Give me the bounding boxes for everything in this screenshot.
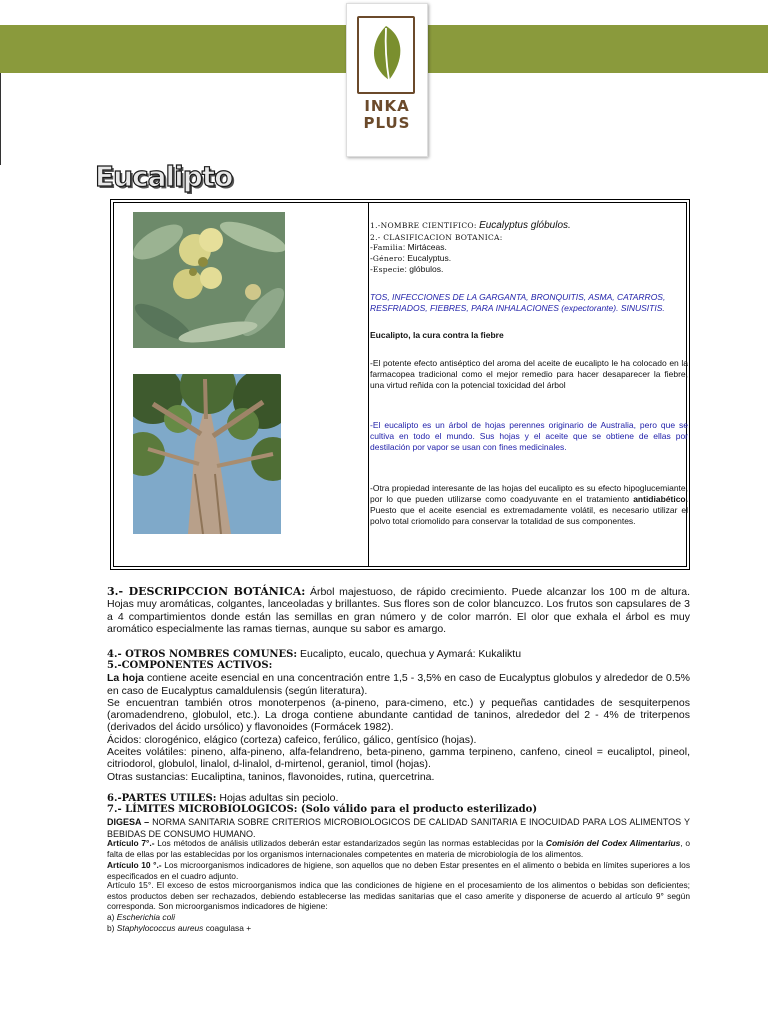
- species-label: Especie: [372, 265, 405, 274]
- section-5-label: 5.-COMPONENTES ACTIVOS:: [107, 660, 273, 671]
- uses-text: TOS, INFECCIONES DE LA GARGANTA, BRONQUITIS, ASMA, CATARROS, RESFRIADOS, FIEBRES, PARA INHALACIONES (expectorante). SINUSITIS.: [370, 292, 666, 313]
- article-7-text-b: , o falta de ellas por las establecidas por los organismos internacionales competentes en materia de microbiología de los alimentos.: [107, 838, 691, 859]
- logo-text-inka: INKA: [364, 97, 410, 115]
- logo-text-plus: PLUS: [363, 114, 411, 132]
- article-7-codex: Comisión del Codex Alimentarius: [545, 838, 681, 848]
- section-6-text: Hojas adultas sin peciolo.: [219, 792, 339, 804]
- scientific-name-value: Eucalyptus glóbulos.: [479, 220, 571, 231]
- section-5-paragraph-3: Ácidos: clorogénico, elágico (corteza) cafeico, ferúlico, gálico, gentísico (hojas).: [107, 733, 477, 746]
- section-5-paragraph-4: Aceites volátiles: pineno, alfa-pineno, alfa-felandreno, beta-pineno, gamma terpineno, canfeno, cineol = eucaliptol, pineol, citriodorol, globulol, linalol, d-linalol, d-mirtenol, geraniol, timol (hojas).: [107, 746, 690, 771]
- classification-heading: 2.- CLASIFICACION BOTANICA:: [370, 233, 503, 242]
- card-heading: Eucalipto, la cura contra la fiebre: [370, 330, 504, 340]
- family-label: Familia: [372, 243, 403, 252]
- card-paragraph-1: -El potente efecto antiséptico del aroma del aceite de eucalipto le ha colocado en la farmacopea tradicional como el mejor remedio para hacer desaparecer la fiebre, una virtud reñida con la potencial toxicidad del árbol: [370, 358, 688, 390]
- section-3-text: Árbol majestuoso, de rápido crecimiento. Puede alcanzar los 100 m de altura. Hojas muy aromáticas, colgantes, lanceoladas y brillantes. Sus flores son de color blancuzco. Los frutos son capsulares de 3 a 4 compartimientos donde están las semillas en gran número y de color marrón. El olor que exhala el árbol es muy aromático especialmente las ramas tiernas, aunque su sabor es amargo.: [107, 586, 690, 635]
- article-10: [107, 860, 690, 882]
- section-4-text: Eucalipto, eucalo, quechua y Aymará: Kukaliktu: [300, 648, 522, 660]
- scientific-name-line: 1.-NOMBRE CIENTIFICO: Eucalyptus glóbulos.: [370, 220, 571, 231]
- section-3-label: 3.- DESCRIPCCION BOTÁNICA:: [107, 585, 306, 598]
- card-paragraph-3: [370, 483, 688, 527]
- scientific-name-num: 1.-: [370, 221, 381, 230]
- section-5-paragraph-5: Otras sustancias: Eucaliptina, taninos, flavonoides, rutina, quercetrina.: [107, 770, 435, 783]
- card-p3-bold: antidiabético.: [633, 494, 688, 504]
- indicator-item-b: [107, 923, 690, 934]
- digesa-paragraph: [107, 816, 690, 840]
- section-active-components: [107, 660, 690, 783]
- article-10-text: Los microorganismos indicadores de higiene, son aquellos que no deben Estar presentes en el alimento o bebida en límites superiores a los especificados en el cuadro adjunto.: [107, 860, 691, 881]
- eucalyptus-flower-photo: [133, 212, 285, 348]
- section-6-label: 6.-PARTES UTILES:: [107, 793, 217, 804]
- item-b-text: Staphylococcus aureus: [116, 923, 204, 933]
- eucalyptus-tree-photo: [133, 374, 281, 534]
- genus-label: Género: [372, 254, 403, 263]
- left-rule: [0, 73, 1, 165]
- item-a-prefix: a): [107, 912, 115, 922]
- card-paragraph-2: -El eucalipto es un árbol de hojas perennes originario de Australia, pero que se cultiva en todo el mundo. Sus hojas y el aceite que se obtiene de ellas por destilación por vapor se usan con fines medicinales.: [370, 420, 688, 452]
- item-a-text: Escherichia coli: [116, 912, 175, 922]
- genus-value: Eucalyptus.: [407, 253, 452, 263]
- article-7-label: Artículo 7°.-: [107, 838, 155, 848]
- card-p3-part-a: -Otra propiedad interesante de las hojas del eucalipto es su efecto hipoglucemiante, por lo que pueden utilizarse como coadyuvante en el tratamiento: [370, 483, 688, 504]
- inka-plus-logo: [346, 3, 428, 157]
- info-card-inner: [113, 202, 687, 567]
- card-p3-part-c: Puesto que el aceite esencial es extremadamente volátil, es necesario utilizar el polvo total criomolido para conservar la totalidad de sus componentes.: [370, 505, 688, 526]
- info-card: [110, 199, 690, 570]
- article-7-text-a: Los métodos de análisis utilizados deberán estar estandarizados según las normas establecidas por la: [157, 838, 544, 848]
- genus-line: -Género: Eucalyptus.: [370, 253, 452, 263]
- page-title: Eucalipto: [95, 160, 233, 193]
- family-line: -Familia: Mirtáceas.: [370, 242, 447, 252]
- scientific-name-label: NOMBRE CIENTIFICO: [380, 221, 474, 230]
- leaf-icon: [359, 18, 413, 92]
- article-15: Artículo 15°. El exceso de estos microorganismos indica que las condiciones de higiene en el procesamiento de los alimentos o bebidas son deficientes; estos productos deben ser rechazados, debiendo establecerse las medidas sanitarias que el caso amerite y disponerse de acuerdo al artículo 9° según corresponda. Son microorganismos indicadores de higiene:: [107, 880, 690, 911]
- section-microbiological-limits: [107, 804, 690, 816]
- section-5-hoja-text: contiene aceite esencial en una concentración entre 1,5 - 3,5% en caso de Eucalyptus globulos y alrededor de 0.5% en caso de Eucalyptus camaldulensis (según literatura).: [107, 672, 690, 697]
- section-5-hoja-label: La hoja: [107, 672, 144, 685]
- logo-frame: [357, 16, 415, 94]
- family-value: Mirtáceas.: [407, 242, 447, 252]
- item-b-suffix: coagulasa +: [205, 923, 252, 933]
- section-botanical-description: [107, 586, 690, 635]
- article-7: [107, 838, 690, 860]
- digesa-label: DIGESA –: [107, 817, 150, 827]
- species-line: -Especie: glóbulos.: [370, 264, 444, 274]
- section-5-paragraph-2: Se encuentran también otros monoterpenos (a-pineno, para-cimeno, etc.) y pequeñas cantidades de sesquiterpenos (aromadendreno, globulol, etc.). La droga contiene abundante cantidad de taninos, alrededor del 2 - 4% de triterpenos (derivados del ácido ursólico) y flavonoides (Formácek 1982).: [107, 696, 690, 734]
- species-value: glóbulos.: [409, 264, 444, 274]
- indicator-item-a: [107, 912, 690, 923]
- section-7-label: 7.- LÍMITES MICROBIOLOGICOS: (Solo válido para el producto esterilizado): [107, 804, 538, 815]
- item-b-prefix: b): [107, 923, 115, 933]
- article-10-label: Artículo 10 °.-: [107, 860, 162, 870]
- digesa-text: NORMA SANITARIA SOBRE CRITERIOS MICROBIOLOGICOS DE CALIDAD SANITARIA E INOCUIDAD PARA LOS ALIMENTOS Y BEBIDAS DE CONSUMO HUMANO.: [107, 817, 690, 839]
- card-divider: [368, 203, 369, 566]
- section-4-label: 4.- OTROS NOMBRES COMUNES:: [107, 649, 298, 660]
